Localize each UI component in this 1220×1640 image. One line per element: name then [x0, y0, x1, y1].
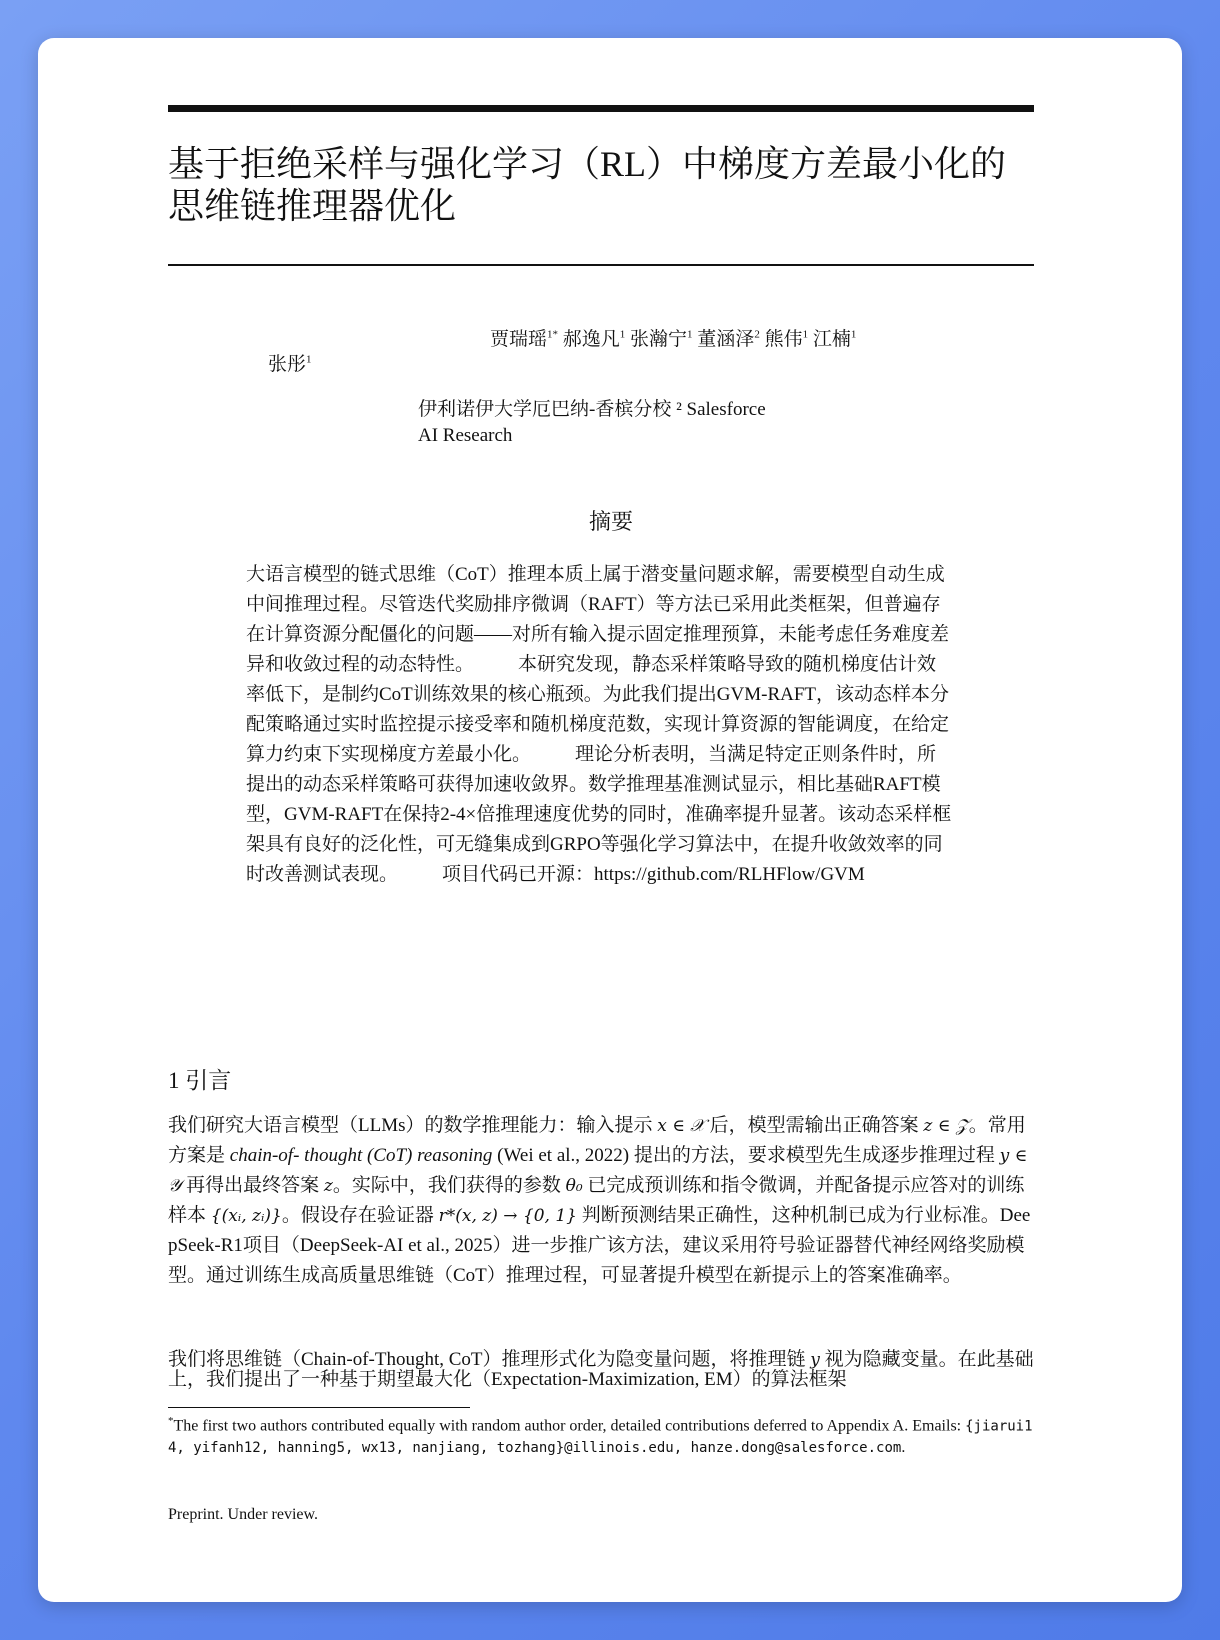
math-inline: {(xᵢ, zᵢ)}	[210, 1206, 282, 1226]
author-list-continued	[268, 349, 312, 376]
math-inline: r*(x, z) → {0, 1}	[438, 1206, 577, 1226]
author-list	[490, 324, 856, 351]
abstract-part: 大语言模型的链式思维（CoT）推理本质上属于潜变量问题求解，需要模型自动生成中间推理过程。尽管迭代奖励排序微调（RAFT）等方法已采用此类框架，但普遍存在计算资源分配僵化的问题——对所有输入提示固定推理预算，未能考虑任务难度差异和收敛过程的动态特性。	[246, 564, 950, 675]
author-affil-mark: 1	[619, 328, 626, 341]
math-inline: x ∈ 𝒳	[657, 1116, 705, 1136]
intro-paragraph-1	[168, 1111, 1034, 1291]
text-run: 判断预测结果正确性，这种机制已成为行业标准。DeepSeek-R1项目（DeepSeek-AI et al., 2025）进一步推广该方法，建议采用符号验证器替代神经网络奖励模型。通过训练生成高质量思维链（CoT）推理过程，可显著提升模型在新提示上的答案准确率。	[168, 1205, 1031, 1286]
text-run: 。实际中，我们获得的参数	[332, 1175, 566, 1196]
text-run: 视为隐藏变量。在此基础上，我们提出了一种基于期望最大化（Expectation-Maximization, EM）的算法框架	[168, 1349, 1034, 1390]
math-inline: y ∈ 𝒴	[168, 1146, 1028, 1196]
text-run: 后，模型需输出正确答案	[704, 1115, 924, 1136]
footnote-rule	[168, 1407, 470, 1408]
title-top-rule	[168, 105, 1034, 112]
text-run: 再得出最终答案	[181, 1175, 324, 1196]
author-name: 江楠	[812, 329, 851, 350]
author-affil-mark: 1	[850, 328, 857, 341]
abstract-part: 本研究发现，静态采样策略导致的随机梯度估计效率低下，是制约CoT训练效果的核心瓶颈。为此我们提出GVM-RAFT，该动态样本分配策略通过实时监控提示接受率和随机梯度范数，实现计算资源的智能调度，在给定算力约束下实现梯度方差最小化。	[246, 654, 950, 765]
intro-paragraph-2	[168, 1350, 1034, 1390]
author-name: 张彤	[268, 354, 307, 375]
author-affil-mark: 1	[802, 328, 809, 341]
author-affil-mark: 1	[306, 353, 312, 366]
affiliations: 伊利诺伊大学厄巴纳-香槟分校 ² Salesforce AI Research	[418, 399, 766, 446]
text-run: 我们将思维链（Chain-of-Thought, CoT）推理形式化为隐变量问题，将推理链	[168, 1349, 811, 1370]
author-name: 贾瑞瑶	[490, 329, 548, 350]
footnote-emails: {jiarui14, yifanh12, hanning5, wx13, nanjiang, tozhang}@illinois.edu, hanze.dong@salesforce.com	[168, 1418, 1033, 1457]
author-name: 张瀚宁	[630, 329, 688, 350]
abstract-heading: 摘要	[588, 509, 633, 534]
author-affil-mark: 2	[754, 328, 760, 341]
footnote-mark: *	[168, 1415, 174, 1427]
footnote-end: .	[901, 1439, 906, 1457]
footnote-text: The first two authors contributed equally with random author order, detailed contributions deferred to Appendix A. Emails:	[173, 1417, 966, 1435]
paper-title: 基于拒绝采样与强化学习（RL）中梯度方差最小化的思维链推理器优化	[168, 144, 1007, 226]
author-affil-mark: 1*	[547, 328, 559, 341]
code-link[interactable]: https://github.com/RLHFlow/GVM	[594, 864, 865, 885]
math-inline: z	[323, 1176, 333, 1196]
math-inline: z ∈ 𝒵	[923, 1116, 969, 1136]
text-run: (Wei et al., 2022) 提出的方法，要求模型先生成逐步推理过程	[492, 1145, 1000, 1166]
footnote	[168, 1411, 1036, 1459]
math-inline: θ₀	[565, 1176, 583, 1196]
abstract-part: 项目代码已开源：	[442, 864, 595, 885]
author-affil-mark: 1	[687, 328, 693, 341]
paper-page	[38, 38, 1182, 1602]
title-bottom-rule	[168, 264, 1034, 266]
preprint-notice: Preprint. Under review.	[168, 1506, 319, 1523]
abstract-part: 理论分析表明，当满足特定正则条件时，所提出的动态采样策略可获得加速收敛界。数学推理基准测试显示，相比基础RAFT模型，GVM-RAFT在保持2-4×倍推理速度优势的同时，准确率提升显著。该动态采样框架具有良好的泛化性，可无缝集成到GRPO等强化学习算法中，在提升收敛效率的同时改善测试表现。	[246, 744, 952, 885]
text-run: 我们研究大语言模型（LLMs）的数学推理能力：输入提示	[168, 1115, 658, 1136]
author-name: 郝逸凡	[562, 329, 620, 350]
text-run: 。假设存在验证器	[281, 1205, 439, 1226]
author-name: 董涵泽	[697, 329, 755, 350]
math-inline: y	[810, 1350, 820, 1370]
text-run: 已完成预训练和指令微调，并配备提示应答对的训练样本	[168, 1175, 1025, 1226]
text-run: 。常用方案是	[168, 1115, 1026, 1166]
section-heading-introduction: 1 引言	[168, 1068, 232, 1093]
emphasis-text: chain-of- thought (CoT) reasoning	[229, 1145, 493, 1166]
author-name: 熊伟	[764, 329, 803, 350]
abstract-text	[246, 560, 954, 890]
